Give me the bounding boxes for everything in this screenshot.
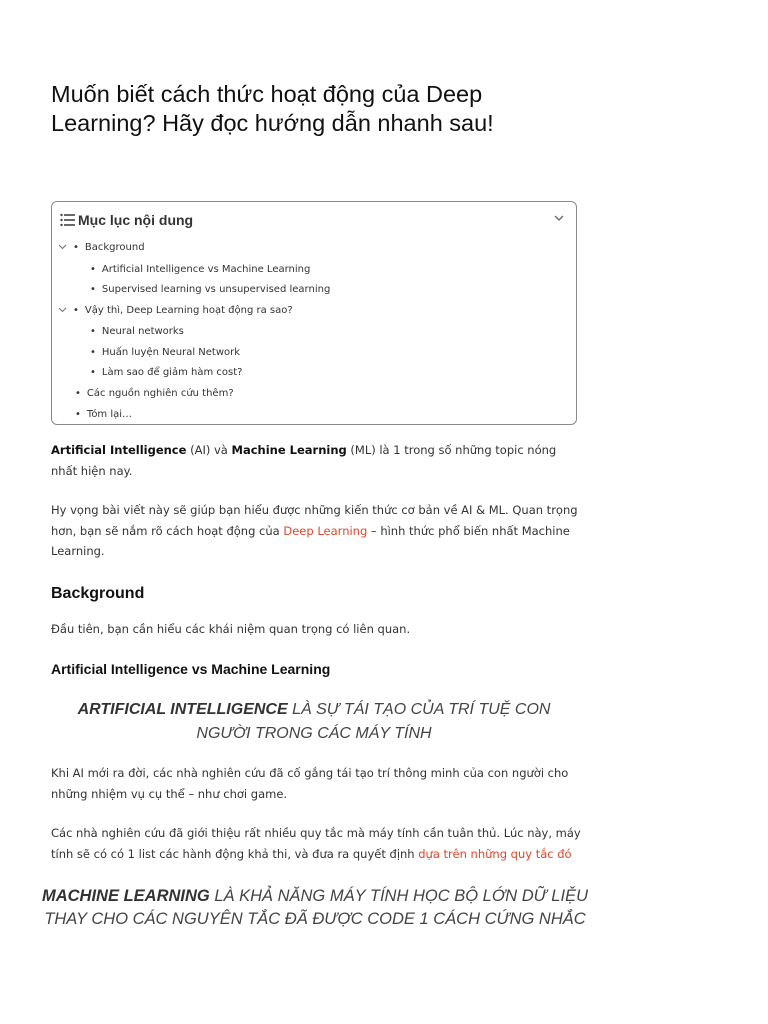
article-title: Muốn biết cách thức hoạt động của Deep Learning? Hãy đọc hướng dẫn nhanh sau! — [51, 81, 494, 136]
toc-link[interactable]: Neural networks — [101, 325, 184, 337]
background-paragraph: Đầu tiên, bạn cần hiểu các khái niệm quan trọng có liên quan. — [51, 622, 411, 636]
toc-link[interactable]: Background — [84, 241, 145, 253]
hope-paragraph: Hy vọng bài viết này sẽ giúp bạn hiểu được những kiến thức cơ bản về AI & ML. Quan trọng hơn, bạn sẽ nắm rõ cách hoạt động của Deep Learning – hình thức phổ biến nhất Machine Learning. — [51, 503, 578, 558]
toc-link[interactable]: Supervised learning vs unsupervised learning — [101, 283, 331, 295]
toc-link[interactable]: Vậy thì, Deep Learning hoạt động ra sao? — [84, 304, 293, 316]
toc-item[interactable]: • Làm sao để giảm hàm cost? — [90, 366, 243, 378]
section-heading-background: Background — [51, 585, 145, 602]
chevron-down-icon[interactable] — [554, 214, 564, 222]
toc-link[interactable]: Artificial Intelligence vs Machine Learning — [101, 263, 311, 275]
toc-link[interactable]: Các nguồn nghiên cứu thêm? — [86, 387, 234, 399]
toc-link[interactable]: Làm sao để giảm hàm cost? — [101, 366, 243, 378]
chevron-down-icon[interactable] — [58, 243, 67, 251]
list-icon — [60, 213, 75, 227]
rules-paragraph: Các nhà nghiên cứu đã giới thiệu rất nhiều quy tắc mà máy tính cần tuân thủ. Lúc này, máy tính sẽ có có 1 list các hành động khả thi, và đưa ra quyết định dựa trên những quy tắc đó — [51, 826, 581, 861]
toc-header[interactable] — [60, 210, 193, 230]
chevron-down-icon[interactable] — [58, 306, 67, 314]
toc-title: Mục lục nội dung — [78, 212, 194, 228]
toc-link[interactable]: Huấn luyện Neural Network — [101, 346, 241, 358]
ai-history-paragraph: Khi AI mới ra đời, các nhà nghiên cứu đã cố gắng tái tạo trí thông minh của con người cho những nhiệm vụ cụ thể – như chơi game. — [51, 766, 569, 801]
quote-ai-definition: ARTIFICIAL INTELLIGENCE LÀ SỰ TÁI TẠO CỦA TRÍ TUỆ CON NGƯỜI TRONG CÁC MÁY TÍNH — [77, 701, 551, 742]
intro-paragraph: Artificial Intelligence (AI) và Machine Learning (ML) là 1 trong số những topic nóng nhất hiện nay. — [51, 443, 557, 478]
toc-item[interactable]: • Supervised learning vs unsupervised learning — [90, 283, 331, 295]
rules-link[interactable]: dựa trên những quy tắc đó — [418, 846, 572, 861]
quote-ml-definition: MACHINE LEARNING LÀ KHẢ NĂNG MÁY TÍNH HỌC BỘ LỚN DỮ LIỆU THAY CHO CÁC NGUYÊN TẮC ĐÃ ĐƯỢC CODE 1 CÁCH CỨNG NHẮC — [41, 887, 588, 928]
toc-item-how-it-works[interactable]: • Vậy thì, Deep Learning hoạt động ra sao? — [58, 303, 293, 317]
toc-item[interactable]: • Các nguồn nghiên cứu thêm? — [75, 387, 234, 399]
table-of-contents — [51, 201, 577, 425]
toc-link[interactable]: Tóm lại… — [86, 408, 133, 420]
deep-learning-link[interactable]: Deep Learning — [283, 523, 368, 538]
toc-item[interactable]: • Neural networks — [90, 325, 184, 337]
toc-item[interactable]: • Tóm lại… — [75, 408, 133, 420]
toc-item[interactable]: • Huấn luyện Neural Network — [90, 346, 241, 358]
toc-item-background[interactable]: • Background — [58, 240, 145, 254]
subsection-heading-ai-vs-ml: Artificial Intelligence vs Machine Learning — [51, 661, 331, 677]
toc-item[interactable]: • Artificial Intelligence vs Machine Learning — [90, 263, 311, 275]
